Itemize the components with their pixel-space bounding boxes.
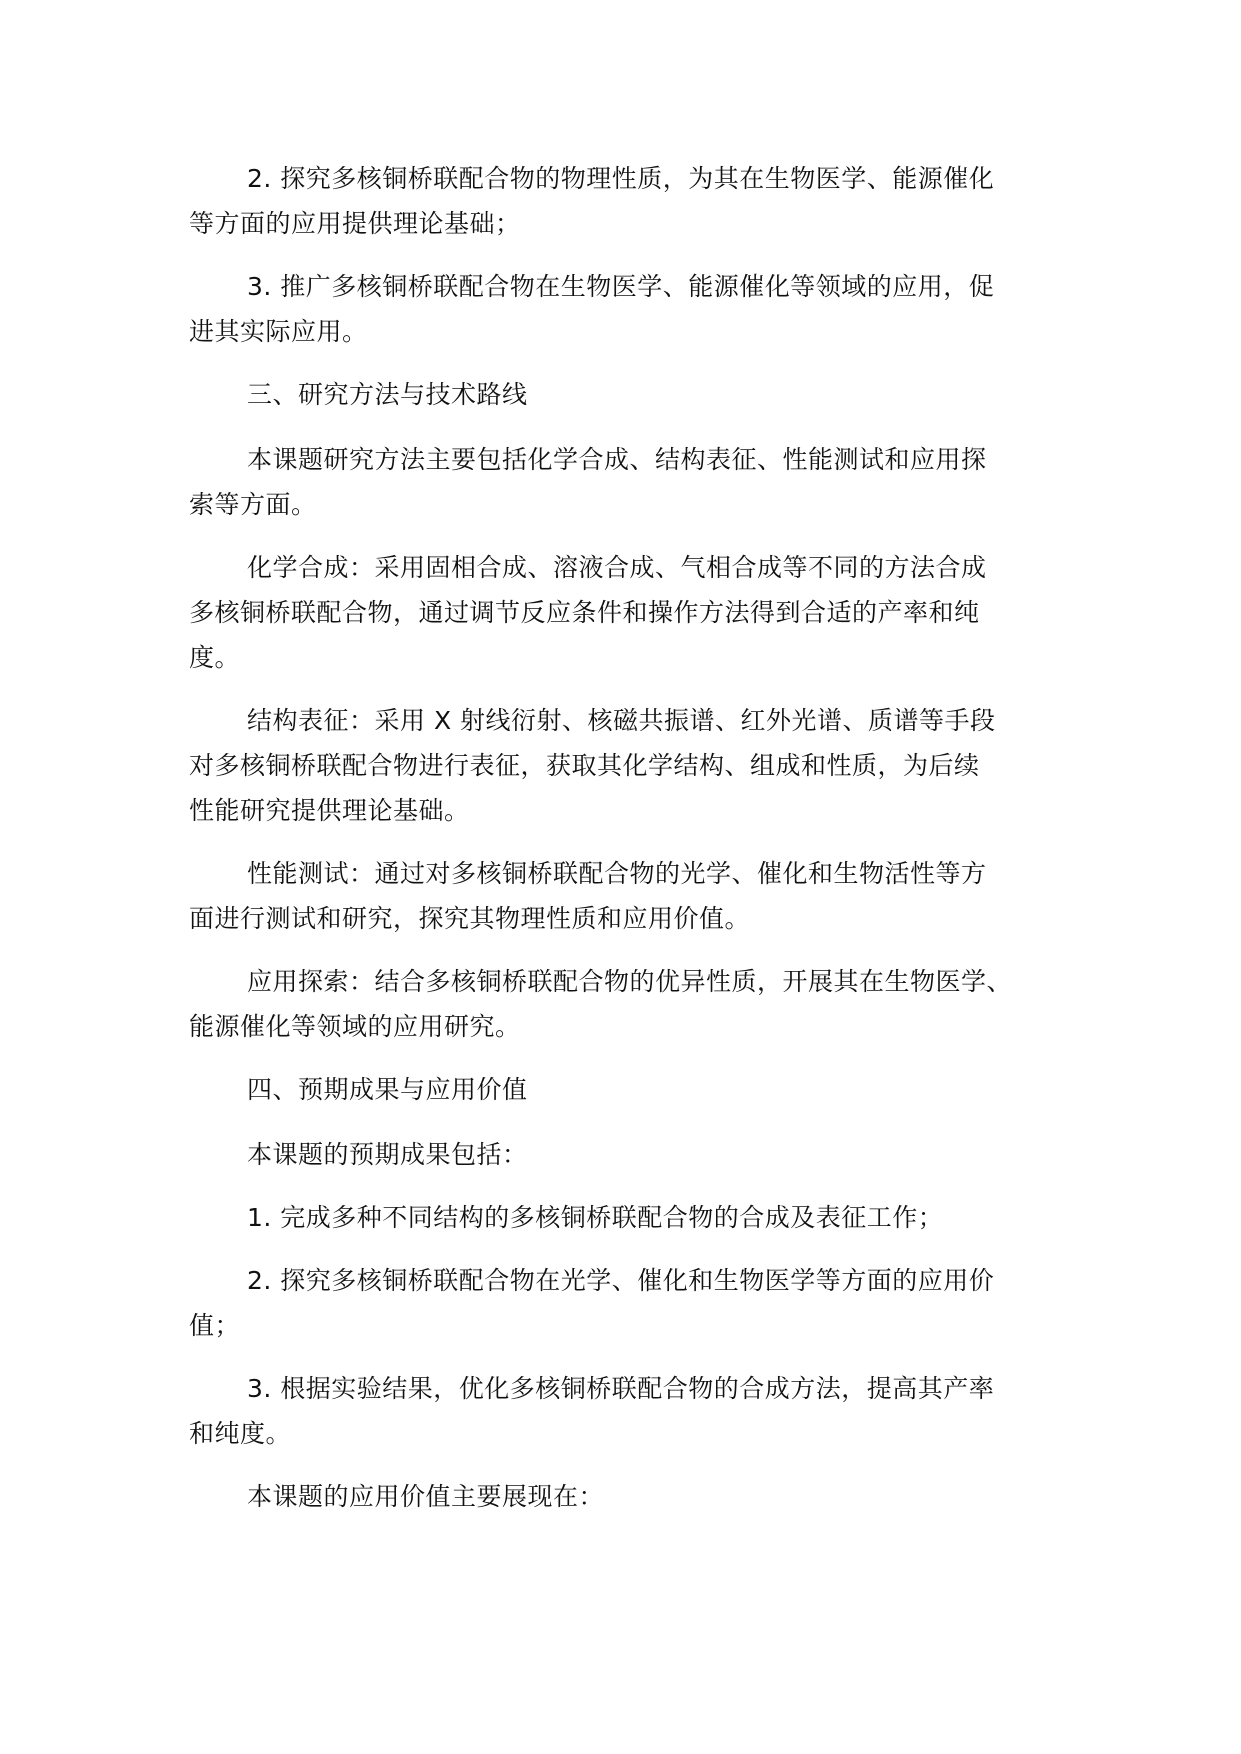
text-line: 本课题研究方法主要包括化学合成、结构表征、性能测试和应用探 <box>247 445 987 474</box>
text-line: 等方面的应用提供理论基础； <box>189 209 521 238</box>
text-line: 面进行测试和研究，探究其物理性质和应用价值。 <box>189 904 751 933</box>
section-heading-expected-results <box>189 1067 1069 1112</box>
text-line: 3. 根据实验结果，优化多核铜桥联配合物的合成方法，提高其产率 <box>247 1374 995 1403</box>
text-line: 应用探索：结合多核铜桥联配合物的优异性质，开展其在生物医学、 <box>247 967 1013 996</box>
text-line: 1. 完成多种不同结构的多核铜桥联配合物的合成及表征工作； <box>247 1203 944 1232</box>
text-line: 度。 <box>189 643 241 672</box>
text-line: 性能测试：通过对多核铜桥联配合物的光学、催化和生物活性等方 <box>247 859 987 888</box>
document-body <box>189 156 1069 1537</box>
text-line: 值； <box>189 1311 241 1340</box>
text-line: 2. 探究多核铜桥联配合物的物理性质，为其在生物医学、能源催化 <box>247 164 995 193</box>
paragraph-result-3 <box>189 1366 1069 1456</box>
text-line: 和纯度。 <box>189 1419 292 1448</box>
text-line: 本课题的预期成果包括： <box>247 1140 528 1169</box>
paragraph-application-exploration <box>189 959 1069 1049</box>
paragraph-structure-characterization <box>189 698 1069 833</box>
text-line: 进其实际应用。 <box>189 317 368 346</box>
paragraph-objective-2 <box>189 156 1069 246</box>
text-line: 性能研究提供理论基础。 <box>189 796 470 825</box>
text-line: 结构表征：采用 X 射线衍射、核磁共振谱、红外光谱、质谱等手段 <box>247 706 996 735</box>
text-line: 本课题的应用价值主要展现在： <box>247 1482 605 1511</box>
text-line: 化学合成：采用固相合成、溶液合成、气相合成等不同的方法合成 <box>247 553 987 582</box>
text-line: 能源催化等领域的应用研究。 <box>189 1012 521 1041</box>
paragraph-objective-3 <box>189 264 1069 354</box>
text-line: 3. 推广多核铜桥联配合物在生物医学、能源催化等领域的应用，促 <box>247 272 995 301</box>
paragraph-result-1 <box>189 1195 1069 1240</box>
section-heading-methods <box>189 372 1069 417</box>
paragraph-chemical-synthesis <box>189 545 1069 680</box>
paragraph-value-intro <box>189 1474 1069 1519</box>
paragraph-methods-intro <box>189 437 1069 527</box>
heading-text: 三、研究方法与技术路线 <box>247 380 528 409</box>
paragraph-result-2 <box>189 1258 1069 1348</box>
text-line: 多核铜桥联配合物，通过调节反应条件和操作方法得到合适的产率和纯 <box>189 598 980 627</box>
text-line: 对多核铜桥联配合物进行表征，获取其化学结构、组成和性质，为后续 <box>189 751 980 780</box>
text-line: 2. 探究多核铜桥联配合物在光学、催化和生物医学等方面的应用价 <box>247 1266 995 1295</box>
heading-text: 四、预期成果与应用价值 <box>247 1075 528 1104</box>
text-line: 索等方面。 <box>189 490 317 519</box>
paragraph-results-intro <box>189 1132 1069 1177</box>
paragraph-performance-testing <box>189 851 1069 941</box>
